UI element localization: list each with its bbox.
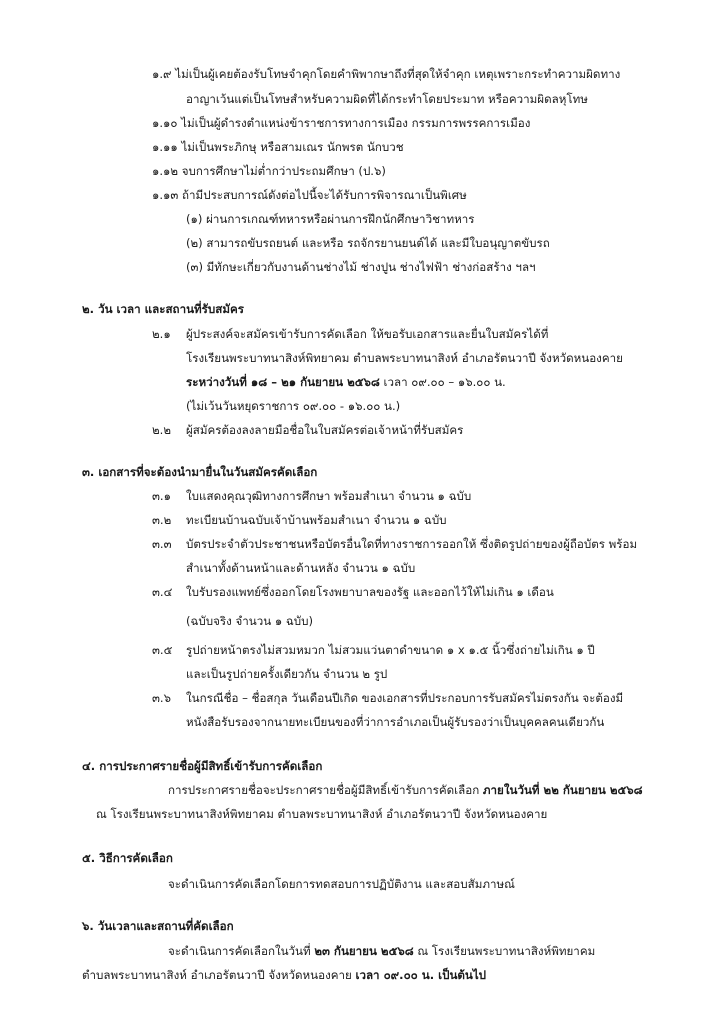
section-3-2-number: ๓.๒ [152, 513, 172, 527]
sub-item-2: (๒) สามารถขับรถยนต์ และหรือ รถจักรยานยนต์ได้ และมีใบอนุญาตขับรถ [186, 236, 550, 250]
item-number: ๑.๑๓ [152, 188, 179, 202]
section-3-4-number: ๓.๔ [152, 585, 173, 599]
section-3-4-line-2: (ฉบับจริง จำนวน ๑ ฉบับ) [186, 614, 314, 628]
section-2-1-line-3 [186, 377, 506, 389]
item-1-9 [152, 69, 620, 81]
item-text: ถ้ามีประสบการณ์ดังต่อไปนี้จะได้รับการพิจารณาเป็นพิเศษ [182, 188, 467, 202]
section-4-heading: ๔. การประกาศรายชื่อผู้มีสิทธิ์เข้ารับการคัดเลือก [82, 759, 323, 773]
item-text: ไม่เป็นผู้เคยต้องรับโทษจำคุกโดยคำพิพากษาถึงที่สุดให้จำคุก เหตุเพราะกระทำความผิดทาง [175, 67, 621, 81]
item-text: จบการศึกษาไม่ต่ำกว่าประถมศึกษา (ป.๖) [181, 164, 386, 178]
selection-location: ตำบลพระบาทนาสิงห์ อำเภอรัตนวาปี จังหวัดหนองคาย [82, 968, 356, 982]
item-text: ไม่เป็นพระภิกษุ หรือสามเณร นักพรต นักบวช [181, 140, 404, 154]
section-3-6-line-1: ในกรณีชื่อ – ชื่อสกุล วันเดือนปีเกิด ของเอกสารที่ประกอบการรับสมัครไม่ตรงกัน จะต้องมี [186, 691, 624, 705]
section-3-4-line-1: ใบรับรองแพทย์ซึ่งออกโดยโรงพยาบาลของรัฐ และออกไว้ให้ไม่เกิน ๑ เดือน [186, 585, 554, 599]
selection-venue: ณ โรงเรียนพระบาทนาสิงห์พิทยาคม [413, 944, 596, 958]
application-period: ระหว่างวันที่ ๑๘ – ๒๑ กันยายน ๒๕๖๘ [186, 375, 380, 389]
item-text: ไม่เป็นผู้ดำรงตำแหน่งข้าราชการทางการเมือง กรรมการพรรคการเมือง [181, 116, 531, 130]
section-2-2-number: ๒.๒ [152, 423, 171, 437]
item-number: ๑.๑๐ [152, 116, 178, 130]
section-6-line-1 [168, 946, 595, 958]
section-3-2-text: ทะเบียนบ้านฉบับเจ้าบ้านพร้อมสำเนา จำนวน ๑ ฉบับ [186, 513, 447, 527]
section-4-line-1 [168, 785, 643, 797]
section-2-1-line-4: (ไม่เว้นวันหยุดราชการ ๐๙.๐๐ - ๑๖.๐๐ น.) [186, 399, 401, 413]
item-1-12 [152, 166, 386, 178]
section-2-1-line-2: โรงเรียนพระบาทนาสิงห์พิทยาคม ตำบลพระบาทนาสิงห์ อำเภอรัตนวาปี จังหวัดหนองคาย [186, 351, 623, 365]
section-6-line-2 [82, 970, 486, 982]
item-1-10 [152, 118, 530, 130]
section-3-6-line-2: หนังสือรับรองจากนายทะเบียนของที่ว่าการอำเภอเป็นผู้รับรองว่าเป็นบุคคลคนเดียวกัน [186, 715, 605, 729]
section-5-line-1: จะดำเนินการคัดเลือกโดยการทดสอบการปฏิบัติงาน และสอบสัมภาษณ์ [168, 877, 515, 891]
section-2-heading: ๒. วัน เวลา และสถานที่รับสมัคร [82, 302, 244, 316]
section-6-heading: ๖. วันเวลาและสถานที่คัดเลือก [82, 919, 234, 933]
section-2-1-line-1: ผู้ประสงค์จะสมัครเข้ารับการคัดเลือก ให้ขอรับเอกสารและยื่นใบสมัครได้ที่ [186, 327, 549, 341]
section-3-6-number: ๓.๖ [152, 691, 171, 705]
item-number: ๑.๑๑ [152, 140, 178, 154]
sub-item-3: (๓) มีทักษะเกี่ยวกับงานด้านช่างไม้ ช่างปูน ช่างไฟฟ้า ช่างก่อสร้าง ฯลฯ [186, 260, 536, 274]
section-3-3-line-1: บัตรประจำตัวประชาชนหรือบัตรอื่นใดที่ทางราชการออกให้ ซึ่งติดรูปถ่ายของผู้ถือบัตร พร้อม [186, 537, 638, 551]
section-2-1-number: ๒.๑ [152, 327, 171, 341]
item-1-9-continued: อาญาเว้นแต่เป็นโทษสำหรับความผิดที่ได้กระทำโดยประมาท หรือความผิดลหุโทษ [186, 92, 588, 106]
section-2-2-text: ผู้สมัครต้องลงลายมือชื่อในใบสมัครต่อเจ้าหน้าที่รับสมัคร [186, 423, 464, 437]
section-4-line-2: ณ โรงเรียนพระบาทนาสิงห์พิทยาคม ตำบลพระบาทนาสิงห์ อำเภอรัตนวาปี จังหวัดหนองคาย [96, 807, 548, 821]
item-1-13 [152, 190, 467, 202]
section-3-3-line-2: สำเนาทั้งด้านหน้าและด้านหลัง จำนวน ๑ ฉบับ [186, 561, 416, 575]
announcement-date: ภายในวันที่ ๒๒ กันยายน ๒๕๖๘ [482, 783, 643, 797]
section-3-1-number: ๓.๑ [152, 489, 171, 503]
section-3-heading: ๓. เอกสารที่จะต้องนำมายื่นในวันสมัครคัดเลือก [82, 465, 318, 479]
item-number: ๑.๙ [152, 67, 172, 81]
selection-text: จะดำเนินการคัดเลือกในวันที่ [168, 944, 315, 958]
item-number: ๑.๑๒ [152, 164, 179, 178]
section-3-5-line-1: รูปถ่ายหน้าตรงไม่สวมหมวก ไม่สวมแว่นตาดำขนาด ๑ x ๑.๕ นิ้วซึ่งถ่ายไม่เกิน ๑ ปี [186, 643, 595, 657]
item-1-11 [152, 142, 404, 154]
section-3-5-number: ๓.๕ [152, 643, 173, 657]
section-3-1-text: ใบแสดงคุณวุฒิทางการศึกษา พร้อมสำเนา จำนวน ๑ ฉบับ [186, 489, 472, 503]
sub-item-1: (๑) ผ่านการเกณฑ์ทหารหรือผ่านการฝึกนักศึกษาวิชาทหาร [186, 212, 475, 226]
section-3-5-line-2: และเป็นรูปถ่ายครั้งเดียวกัน จำนวน ๒ รูป [186, 667, 388, 681]
announcement-text: การประกาศรายชื่อจะประกาศรายชื่อผู้มีสิทธิ์เข้ารับการคัดเลือก [168, 783, 483, 797]
selection-date: ๒๓ กันยายน ๒๕๖๘ [314, 944, 414, 958]
section-5-heading: ๕. วิธีการคัดเลือก [82, 851, 173, 865]
application-hours: เวลา ๐๙.๐๐ – ๑๖.๐๐ น. [379, 375, 506, 389]
section-3-3-number: ๓.๓ [152, 537, 172, 551]
selection-time: เวลา ๐๙.๐๐ น. เป็นต้นไป [355, 968, 487, 982]
